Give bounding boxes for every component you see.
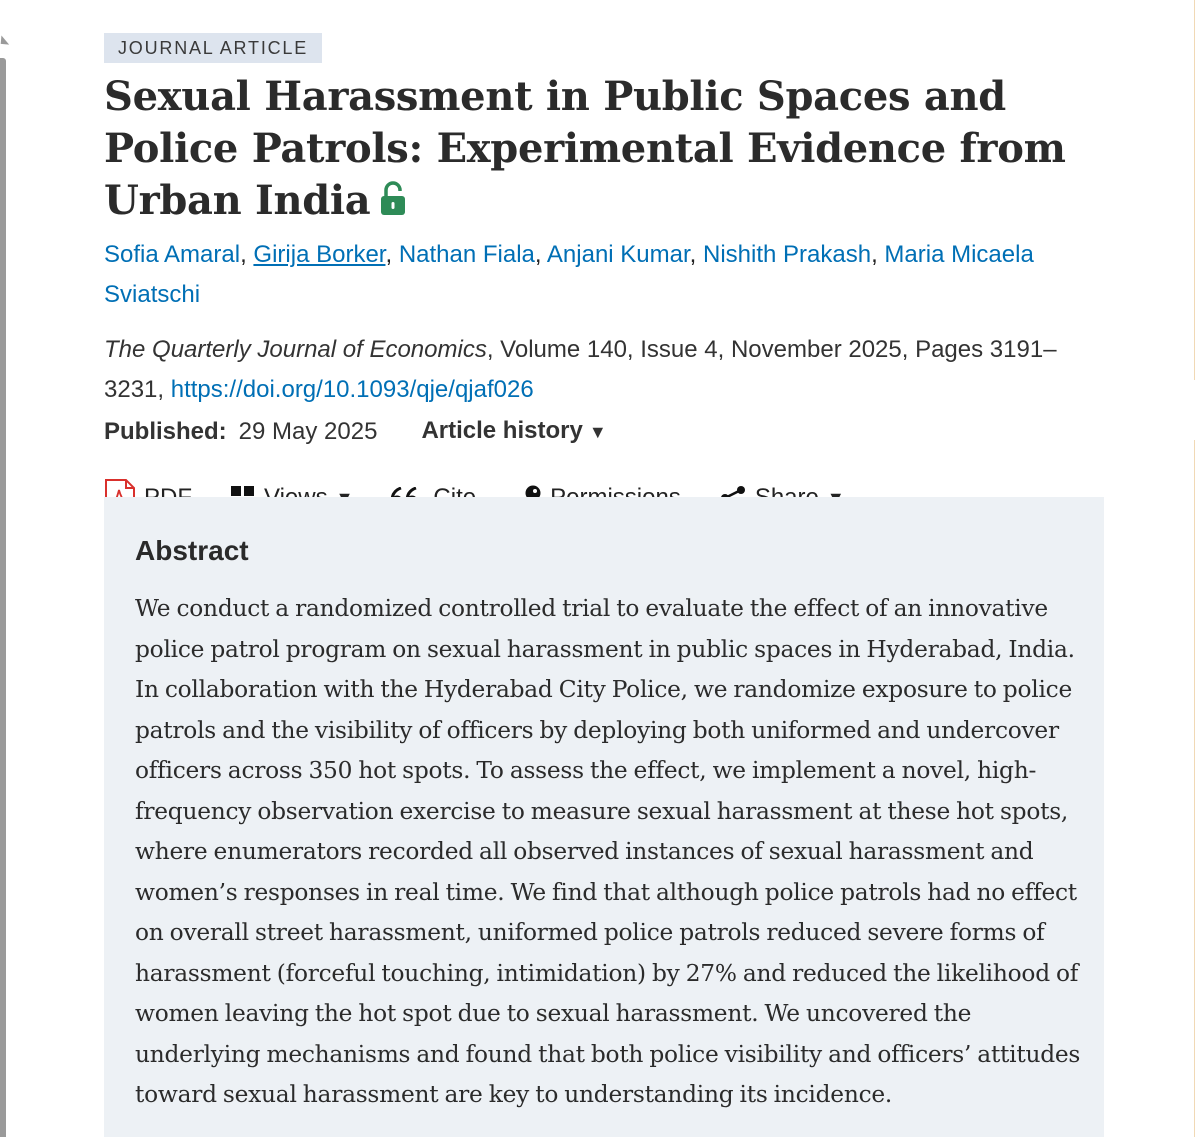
publication-info [104, 410, 1104, 453]
citation-line [104, 330, 1104, 410]
author-link[interactable]: Girija Borker [253, 241, 386, 268]
article-history-toggle[interactable] [421, 410, 606, 453]
chevron-down-icon: ▼ [588, 422, 607, 442]
article-type-badge: JOURNAL ARTICLE [104, 33, 322, 63]
title-text: Sexual Harassment in Public Spaces and Police Patrols: Experimental Evidence from Urban India [104, 73, 1066, 224]
right-panel-edge [1194, 0, 1200, 380]
author-link[interactable]: Sofia Amaral [104, 241, 241, 268]
abstract-section [104, 497, 1104, 1137]
journal-name: The Quarterly Journal of Economics [104, 336, 487, 363]
abstract-text: We conduct a randomized controlled trial to evaluate the effect of an innovative police patrol program on sexual harassment in public spaces in Hyderabad, India. In collaboration with the Hyderabad City Police, we randomize exposure to police patrols and the visibility of officers by deploying both uniformed and undercover officers across 350 hot spots. To assess the effect, we implement a novel, high-frequency observation exercise to measure sexual harassment at these hot spots, where enumerators recorded all observed instances of sexual harassment and women’s responses in real time. We find that although police patrols had no effect on overall street harassment, uniformed police patrols reduced severe forms of harassment (forceful touching, intimidation) by 27% and reduced the likelihood of women leaving the hot spot due to sexual harassment. We uncovered the underlying mechanisms and found that both police visibility and officers’ attitudes toward sexual harassment are key to understanding its incidence. [135, 595, 1081, 1108]
citation-details: , Volume 140, Issue 4, November 2025, Pages 3191–3231, [104, 336, 1057, 403]
article-header [104, 33, 1104, 535]
abstract-heading: Abstract [135, 535, 249, 566]
published-label: Published: [104, 417, 227, 445]
article-history-label: Article history [421, 417, 583, 444]
author-link[interactable]: Nishith Prakash [703, 241, 872, 268]
published-date: 29 May 2025 [238, 417, 378, 445]
scroll-caret [0, 35, 9, 48]
author-link[interactable]: Maria Micaela Sviatschi [104, 241, 1034, 308]
article-title [104, 71, 1104, 229]
open-access-lock-icon [380, 177, 406, 229]
author-link[interactable]: Anjani Kumar [546, 241, 690, 268]
author-link[interactable]: Nathan Fiala [398, 241, 535, 268]
doi-link[interactable]: https://doi.org/10.1093/qje/qjaf026 [170, 376, 534, 403]
author-list: Sofia Amaral, Girija Borker, Nathan Fiala, Anjani Kumar, Nishith Prakash, Maria Micaela Sviatschi [104, 241, 1034, 308]
right-panel-edge-lower [1194, 440, 1200, 1137]
left-scrollbar[interactable] [0, 58, 6, 1137]
